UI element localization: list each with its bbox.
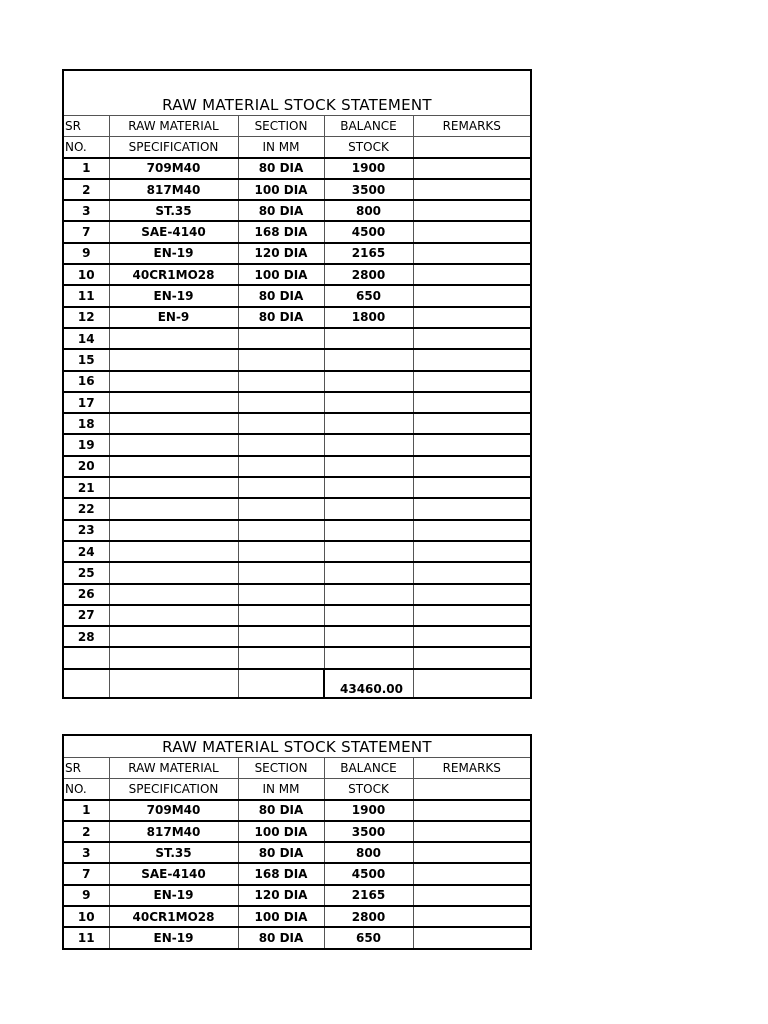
column-header <box>413 136 531 157</box>
table-cell: 120 DIA <box>238 885 324 906</box>
column-header: NO. <box>63 778 109 799</box>
table-cell <box>238 498 324 519</box>
table-cell <box>109 371 238 392</box>
table-cell: 80 DIA <box>238 842 324 863</box>
table-cell <box>413 800 531 821</box>
table-cell <box>324 498 413 519</box>
table-cell: 2165 <box>324 885 413 906</box>
table-cell <box>109 456 238 477</box>
table-row <box>63 821 531 842</box>
table-cell: 7 <box>63 863 109 884</box>
table-row <box>63 927 531 948</box>
table-cell: 80 DIA <box>238 307 324 328</box>
table-cell: ST.35 <box>109 842 238 863</box>
table-cell <box>109 477 238 498</box>
table-row <box>63 456 531 477</box>
table-cell <box>109 669 238 698</box>
table-row <box>63 307 531 328</box>
table-cell <box>413 863 531 884</box>
table-cell <box>324 456 413 477</box>
table-cell: 650 <box>324 285 413 306</box>
table-cell <box>413 456 531 477</box>
table-cell: 80 DIA <box>238 158 324 179</box>
table-cell: 27 <box>63 605 109 626</box>
table-cell <box>109 392 238 413</box>
header-row <box>63 136 531 157</box>
table-cell <box>413 307 531 328</box>
table-cell: 14 <box>63 328 109 349</box>
table-cell <box>413 842 531 863</box>
table-cell <box>109 647 238 668</box>
table-cell: 80 DIA <box>238 800 324 821</box>
column-header: IN MM <box>238 136 324 157</box>
table-cell <box>324 562 413 583</box>
table-cell <box>238 669 324 698</box>
table-cell: 26 <box>63 584 109 605</box>
column-header: SECTION <box>238 757 324 778</box>
table-cell: 2800 <box>324 906 413 927</box>
table-cell <box>413 821 531 842</box>
table-cell: 100 DIA <box>238 264 324 285</box>
table-cell: ST.35 <box>109 200 238 221</box>
table-cell <box>324 434 413 455</box>
table-cell: 1 <box>63 800 109 821</box>
table-cell <box>324 520 413 541</box>
title-row <box>63 70 531 115</box>
column-header: REMARKS <box>413 757 531 778</box>
column-header: BALANCE <box>324 757 413 778</box>
table-cell: 817M40 <box>109 179 238 200</box>
table-cell: 800 <box>324 200 413 221</box>
table-cell <box>238 626 324 647</box>
table-cell: 2 <box>63 821 109 842</box>
table-cell: 1900 <box>324 800 413 821</box>
column-header: STOCK <box>324 136 413 157</box>
table-row <box>63 328 531 349</box>
table-cell <box>238 456 324 477</box>
table-cell <box>413 906 531 927</box>
table-row <box>63 520 531 541</box>
column-header: SPECIFICATION <box>109 778 238 799</box>
table-row <box>63 349 531 370</box>
table-cell <box>324 584 413 605</box>
table-cell: 7 <box>63 221 109 242</box>
table-cell: 100 DIA <box>238 906 324 927</box>
table-cell <box>413 264 531 285</box>
table-cell <box>324 647 413 668</box>
table-row <box>63 158 531 179</box>
table-cell: 10 <box>63 264 109 285</box>
table-cell: EN-9 <box>109 307 238 328</box>
table-row <box>63 626 531 647</box>
table-cell <box>109 434 238 455</box>
table-cell: SAE-4140 <box>109 221 238 242</box>
table-cell: 2165 <box>324 243 413 264</box>
table-cell: 17 <box>63 392 109 413</box>
table-cell <box>413 285 531 306</box>
table-cell <box>413 584 531 605</box>
table-cell <box>238 562 324 583</box>
table-cell <box>324 626 413 647</box>
table-cell: 80 DIA <box>238 200 324 221</box>
header-row <box>63 778 531 799</box>
table-cell <box>324 541 413 562</box>
table-cell: 100 DIA <box>238 821 324 842</box>
table-row <box>63 392 531 413</box>
table-cell <box>109 562 238 583</box>
table-cell <box>238 647 324 668</box>
column-header: IN MM <box>238 778 324 799</box>
table-cell <box>109 520 238 541</box>
table-cell <box>413 328 531 349</box>
column-header: REMARKS <box>413 115 531 136</box>
table-cell <box>324 328 413 349</box>
table-cell <box>413 885 531 906</box>
table-cell: 817M40 <box>109 821 238 842</box>
table-cell <box>238 328 324 349</box>
column-header: RAW MATERIAL <box>109 757 238 778</box>
table-row <box>63 584 531 605</box>
table-row <box>63 413 531 434</box>
table-cell: EN-19 <box>109 885 238 906</box>
table-cell <box>63 647 109 668</box>
table-cell <box>238 541 324 562</box>
total-balance: 43460.00 <box>324 669 413 698</box>
column-header: RAW MATERIAL <box>109 115 238 136</box>
table-cell: 168 DIA <box>238 221 324 242</box>
table-cell <box>413 179 531 200</box>
table-title: RAW MATERIAL STOCK STATEMENT <box>63 735 531 757</box>
table-cell <box>413 562 531 583</box>
table-cell: 4500 <box>324 221 413 242</box>
column-header: NO. <box>63 136 109 157</box>
title-row <box>63 735 531 757</box>
table-row <box>63 562 531 583</box>
table-cell <box>109 584 238 605</box>
table-cell: 1900 <box>324 158 413 179</box>
table-cell <box>238 520 324 541</box>
table-row <box>63 285 531 306</box>
table-cell: 2 <box>63 179 109 200</box>
column-header: SR <box>63 757 109 778</box>
table-cell <box>413 371 531 392</box>
table-cell <box>413 498 531 519</box>
table-cell <box>324 349 413 370</box>
table-cell <box>238 349 324 370</box>
stock-statement-table-1 <box>62 69 532 699</box>
table-cell <box>413 626 531 647</box>
table-cell: 16 <box>63 371 109 392</box>
table-cell: SAE-4140 <box>109 863 238 884</box>
column-header: SR <box>63 115 109 136</box>
table-cell: 709M40 <box>109 800 238 821</box>
table-cell <box>109 413 238 434</box>
header-row <box>63 115 531 136</box>
table-cell <box>324 477 413 498</box>
table-cell: 12 <box>63 307 109 328</box>
table-cell: 80 DIA <box>238 927 324 948</box>
table-cell: EN-19 <box>109 927 238 948</box>
table-row <box>63 605 531 626</box>
table-row <box>63 264 531 285</box>
table-row <box>63 477 531 498</box>
table-row <box>63 434 531 455</box>
table-cell: 18 <box>63 413 109 434</box>
table-cell <box>238 477 324 498</box>
table-cell: 4500 <box>324 863 413 884</box>
table-cell: 25 <box>63 562 109 583</box>
table-cell: EN-19 <box>109 243 238 264</box>
table-cell: 11 <box>63 285 109 306</box>
table-row <box>63 885 531 906</box>
table-cell: 10 <box>63 906 109 927</box>
table-cell <box>413 520 531 541</box>
table-cell: 709M40 <box>109 158 238 179</box>
table-cell <box>413 243 531 264</box>
table-cell: 1 <box>63 158 109 179</box>
table-row <box>63 371 531 392</box>
table-cell: 20 <box>63 456 109 477</box>
table-cell: 15 <box>63 349 109 370</box>
table-cell: 3500 <box>324 821 413 842</box>
table-cell <box>413 221 531 242</box>
table-cell: 28 <box>63 626 109 647</box>
table-cell: 9 <box>63 885 109 906</box>
table-cell <box>413 669 531 698</box>
table-cell: 19 <box>63 434 109 455</box>
table-cell <box>413 349 531 370</box>
column-header: STOCK <box>324 778 413 799</box>
table-cell <box>324 371 413 392</box>
column-header <box>413 778 531 799</box>
table-row <box>63 863 531 884</box>
table-cell: 2800 <box>324 264 413 285</box>
column-header: SECTION <box>238 115 324 136</box>
table-cell <box>238 371 324 392</box>
table-cell: 800 <box>324 842 413 863</box>
table-cell <box>324 413 413 434</box>
table-cell <box>109 349 238 370</box>
table-cell <box>324 392 413 413</box>
table-cell <box>238 434 324 455</box>
table-cell <box>413 434 531 455</box>
table-title: RAW MATERIAL STOCK STATEMENT <box>63 70 531 115</box>
table-cell <box>63 669 109 698</box>
table-cell <box>413 477 531 498</box>
table-row <box>63 243 531 264</box>
table-cell <box>109 541 238 562</box>
table-cell: 650 <box>324 927 413 948</box>
table-row <box>63 498 531 519</box>
table-cell <box>109 328 238 349</box>
table-cell: 23 <box>63 520 109 541</box>
table-cell: 1800 <box>324 307 413 328</box>
table-cell <box>413 927 531 948</box>
table-cell <box>109 626 238 647</box>
table-row <box>63 647 531 668</box>
table-row <box>63 906 531 927</box>
table-row <box>63 221 531 242</box>
table-cell <box>324 605 413 626</box>
table-cell: EN-19 <box>109 285 238 306</box>
table-cell: 40CR1MO28 <box>109 264 238 285</box>
table-cell <box>413 200 531 221</box>
table-cell: 80 DIA <box>238 285 324 306</box>
total-row <box>63 669 531 698</box>
table-row <box>63 541 531 562</box>
table-cell <box>109 605 238 626</box>
table-row <box>63 200 531 221</box>
table-row <box>63 842 531 863</box>
table-cell <box>109 498 238 519</box>
table-cell: 120 DIA <box>238 243 324 264</box>
table-cell: 11 <box>63 927 109 948</box>
table-cell <box>413 392 531 413</box>
column-header: BALANCE <box>324 115 413 136</box>
table-cell <box>413 647 531 668</box>
table-cell <box>413 413 531 434</box>
table-cell: 100 DIA <box>238 179 324 200</box>
table-cell <box>413 158 531 179</box>
table-cell <box>238 413 324 434</box>
table-cell: 3 <box>63 842 109 863</box>
column-header: SPECIFICATION <box>109 136 238 157</box>
stock-statement-table-2 <box>62 734 532 950</box>
table-cell: 24 <box>63 541 109 562</box>
table-cell <box>238 605 324 626</box>
table-row <box>63 179 531 200</box>
table-cell: 3500 <box>324 179 413 200</box>
table-cell <box>238 392 324 413</box>
table-cell: 21 <box>63 477 109 498</box>
table-row <box>63 800 531 821</box>
table-cell: 168 DIA <box>238 863 324 884</box>
table-cell: 3 <box>63 200 109 221</box>
header-row <box>63 757 531 778</box>
table-cell <box>413 605 531 626</box>
table-cell <box>413 541 531 562</box>
table-cell: 22 <box>63 498 109 519</box>
table-cell: 40CR1MO28 <box>109 906 238 927</box>
table-cell <box>238 584 324 605</box>
table-cell: 9 <box>63 243 109 264</box>
